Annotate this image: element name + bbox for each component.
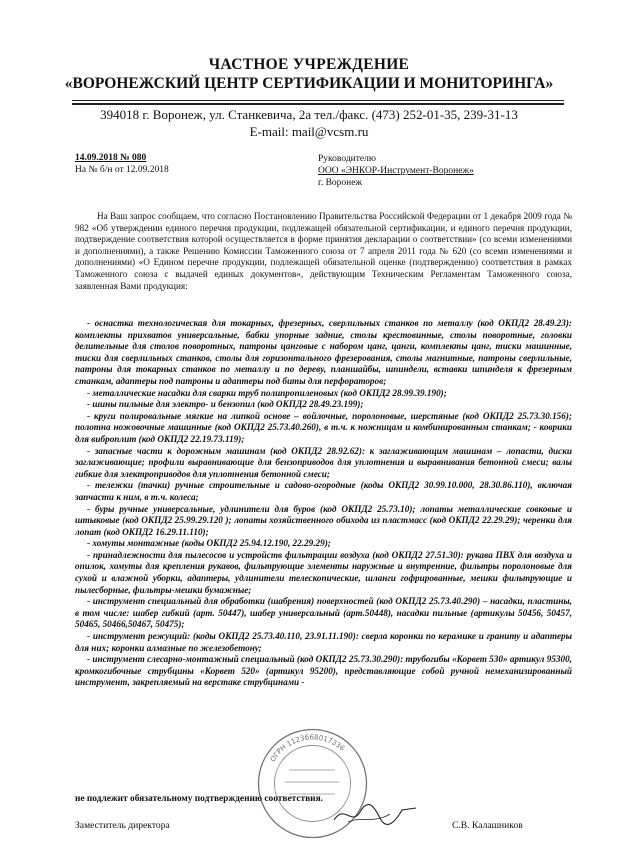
org-name-line1: ЧАСТНОЕ УЧРЕЖДЕНИЕ xyxy=(208,56,410,73)
org-email: E-mail: mail@vcsm.ru xyxy=(249,124,369,139)
org-name-line2: «ВОРОНЕЖСКИЙ ЦЕНТР СЕРТИФИКАЦИИ И МОНИТОРИНГА» xyxy=(64,75,554,92)
letter-intro: На Ваш запрос сообщаем, что согласно Постановлению Правительства Российской Федерации от 1 декабря 2009 года № 982 «Об утверждении единого перечня продукции, подлежащей обязательной сертификации, и единого перечня продукции, подтверждение соответствия которой осуществляется в форме принятия декларации о соответствии» (со всеми изменениями и дополнениями), а также Решению Комиссии Таможенного союза от 7 апреля 2011 года № 620 (со всеми изменениями и дополнениями) «О Едином перечне продукции, подлежащей обязательной оценке (подтверждению) соответствия в рамках Таможенного союза с выдачей единых документов», действующим Техническим Регламентам Таможенного союза, заявленная Вами продукция: xyxy=(75,211,572,291)
signatory-name: С.В. Калашников xyxy=(452,820,523,831)
svg-text:ОГРН 1123668017336 xyxy=(269,733,347,763)
product-item: - хомуты монтажные (коды ОКПД2 25.94.12.190, 22.29.29); xyxy=(87,538,331,549)
header-rule-thick xyxy=(72,103,564,105)
product-item: - инструмент слесарно-монтажный специальный (код ОКПД2 25.73.30.290): трубогибы «Корвет 530» артикул 95300, кромкогибочные струбцины «Корвет 520» (артикул 95200), представляющие собой ручной немеханизированный инструмент, закрепляемый на верстаке струбцинами - xyxy=(75,654,572,688)
letter-conclusion: не подлежит обязательному подтверждению соответствия. xyxy=(75,794,323,804)
product-item: - шины пильные для электро- и бензопил (код ОКПД2 28.49.23.199); xyxy=(87,399,364,410)
product-item: - оснастка технологическая для токарных, фрезерных, сверлильных станков по металлу (код ОКПД2 28.49.23): комплекты прихватов универсальные, бабки упорные задние, столы крестовинные, столы поворотные, головки делительные для столов поворотных, патроны цанговые с набором цанг, цанги, комплекты цанг, тиски машинные, тиски для сверлильных станков, столы для горизонтального фрезерования, столы магнитные, патроны сверлильные, патроны для токарных станков по металлу и по дереву, планшайбы, шпиндели, вставки шпинделя к фрезерным станкам, адаптеры под патроны и адаптеры под биты для перфораторов; xyxy=(75,318,572,386)
product-list xyxy=(75,318,572,689)
recipient-company: ООО «ЭНКОР-Инструмент-Воронеж» xyxy=(318,166,474,176)
handwritten-signature xyxy=(330,800,420,828)
product-item: - запасные части к дорожным машинам (код ОКПД2 28.92.62): к заглаживающим машинам – лопасти, диски заглаживающие; профили выравнивающие для бензоприводов для уплотнения и выравнивания бетонной смеси; валы гибкие для электроприводов для уплотнения бетонной смеси; xyxy=(75,445,572,479)
recipient-city: г. Воронеж xyxy=(318,178,363,188)
org-address: 394018 г. Воронеж, ул. Станкевича, 2а тел./факс. (473) 252-01-35, 239-31-13 xyxy=(100,107,518,122)
reply-reference: На № б/н от 12.09.2018 xyxy=(75,165,169,175)
outgoing-date-number: 14.09.2018 № 080 xyxy=(75,153,147,163)
product-item: - принадлежности для пылесосов и устройств фильтрации воздуха (код ОКПД2 27.51.30): рукава ПВХ для воздуха и опилок, хомуты для крепления рукавов, фильтрующие элементы наружные и внутренние, фильтры поролоновые для сухой и влажной уборки, адаптеры, удлинители телескопические, шланги гофрированные, мешки фильтрующие и пылесборные, фильтры-мешки бумажные; xyxy=(75,549,572,595)
product-item: - тележки (тачки) ручные строительные и садово-огородные (коды ОКПД2 30.99.10.000, 28.30.86.110), включая запчасти к ним, в т.ч. колеса; xyxy=(75,480,572,502)
signatory-role: Заместитель директора xyxy=(75,820,170,831)
product-item: - инструмент специальный для обработки (шабрения) поверхностей (код ОКПД2 25.73.40.290) – насадки, пластины, в том числе: шабер гибкий (арт. 50447), шабер универсальный (арт.50448), насадки пильные (артикулы 50456, 50457, 50465, 50466,50467, 50475); xyxy=(75,596,572,630)
product-item: - металлические насадки для сварки труб полипропиленовых (код ОКПД2 28.99.39.190); xyxy=(87,387,447,398)
product-item: - инструмент режущий: (коды ОКПД2 25.73.40.110, 23.91.11.190): сверла коронки по керамике и граниту и адаптеры для них; коронки алмазные по железобетону; xyxy=(75,631,572,653)
product-item: - буры ручные универсальные, удлинители для буров (код ОКПД2 25.73.10); лопаты металлические совковые и штыковые (код ОКПД2 25.99.29.120 ); лопаты хозяйственного обихода из пластмасс (код ОКПД2 22.29.29); черенки для лопат (код ОКПД2 16.29.11.110); xyxy=(75,503,572,537)
header-rule-thin xyxy=(72,100,564,101)
recipient-position: Руководителю xyxy=(318,154,376,164)
stamp-lettering: ОГРН 1123668017336 xyxy=(268,733,347,764)
product-item: - круги полировальные мягкие на липкой основе – войлочные, поролоновые, шерстяные (код ОКПД2 25.73.30.156); полотна ножовочные машинные (код ОКПД2 25.73.40.260), в т.ч. к ножницам и комбинированным станкам; - коврики для виброплит (код ОКПД2 22.19.73.119); xyxy=(75,410,572,444)
